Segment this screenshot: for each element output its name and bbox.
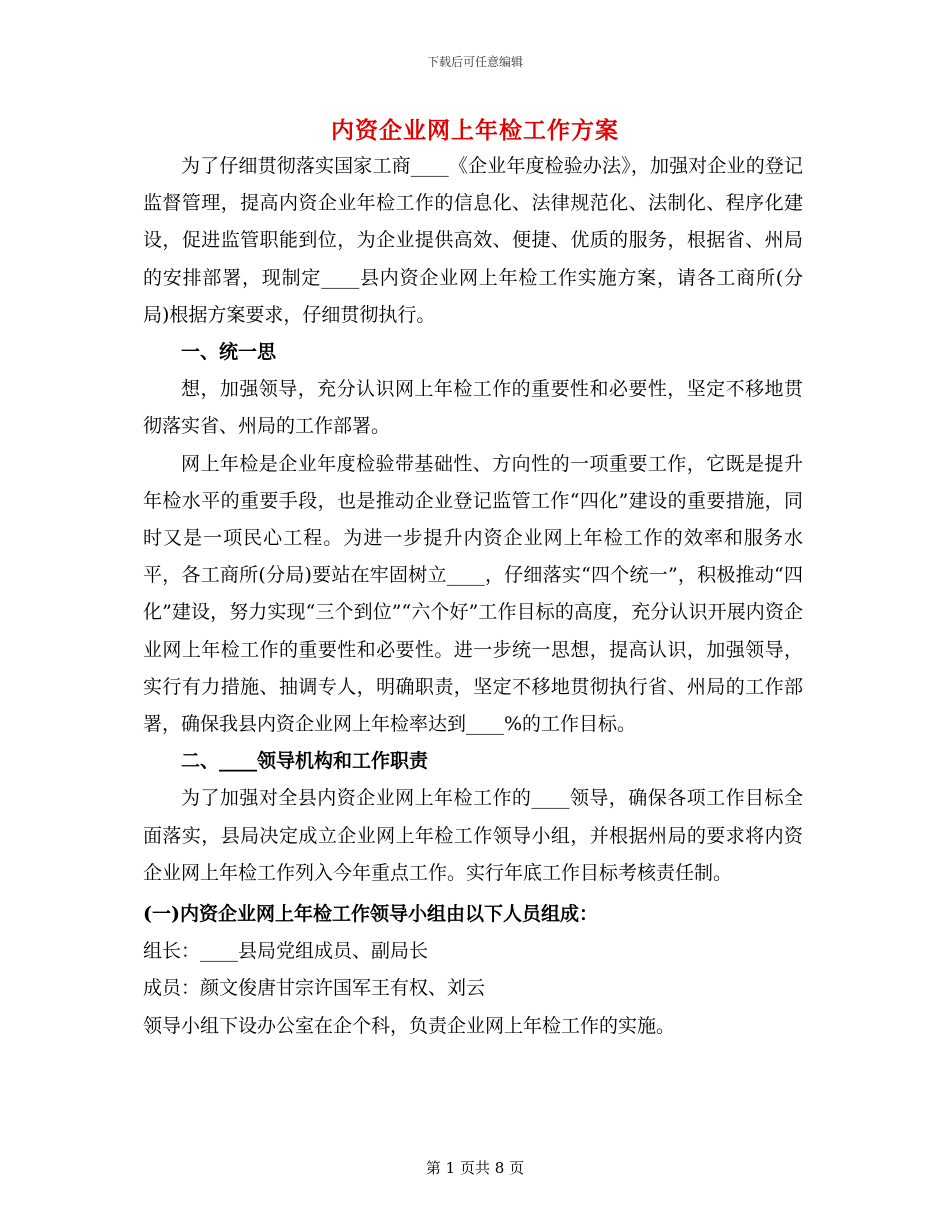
section-2-paragraph-1: 为了加强对全县内资企业网上年检工作的____领导，确保各项工作目标全面落实，县局决定成立企业网上年检工作领导小组，并根据州局的要求将内资企业网上年检工作列入今年重点工作。实行年底工作目标考核责任制。 xyxy=(143,787,803,884)
section-2-subheading: (一)内资企业网上年检工作领导小组由以下人员组成： xyxy=(143,903,598,926)
section-1-heading: 一、统一思 xyxy=(181,341,277,364)
section-1-paragraph-1: 想，加强领导，充分认识网上年检工作的重要性和必要性，坚定不移地贯彻落实省、州局的工作部署。 xyxy=(143,378,803,438)
page-number: 第 1 页共 8 页 xyxy=(425,1159,525,1177)
document-body xyxy=(143,148,803,1045)
section-1-paragraph-2: 网上年检是企业年度检验带基础性、方向性的一项重要工作，它既是提升年检水平的重要手段，也是推动企业登记监管工作“四化”建设的重要措施，同时又是一项民心工程。为进一步提升内资企业网上年检工作的效率和服务水平，各工商所(分局)要站在牢固树立____，仔细落实“四个统一”，积极推动“四化”建设，努力实现“三个到位”“六个好”工作目标的高度，充分认识开展内资企业网上年检工作的重要性和必要性。进一步统一思想，提高认识，加强领导，实行有力措施、抽调专人，明确职责，坚定不移地贯彻执行省、州局的工作部署，确保我县内资企业网上年检率达到____%的工作目标。 xyxy=(143,452,803,736)
section-2-heading: 二、____领导机构和工作职责 xyxy=(181,750,429,773)
intro-paragraph: 为了仔细贯彻落实国家工商____《企业年度检验办法》，加强对企业的登记监督管理，提高内资企业年检工作的信息化、法律规范化、法制化、程序化建设，促进监管职能到位，为企业提供高效、便捷、优质的服务，根据省、州局的安排部署，现制定____县内资企业网上年检工作实施方案，请各工商所(分局)根据方案要求，仔细贯彻执行。 xyxy=(143,155,803,326)
page-header-note: 下载后可任意编辑 xyxy=(426,55,523,69)
document-title: 内资企业网上年检工作方案 xyxy=(331,117,619,144)
group-leader-line: 组长：____县局党组成员、副局长 xyxy=(143,940,429,963)
group-members-line: 成员：颜文俊唐甘宗许国军王有权、刘云 xyxy=(143,977,486,1000)
group-office-line: 领导小组下设办公室在企个科，负责企业网上年检工作的实施。 xyxy=(143,1014,676,1037)
